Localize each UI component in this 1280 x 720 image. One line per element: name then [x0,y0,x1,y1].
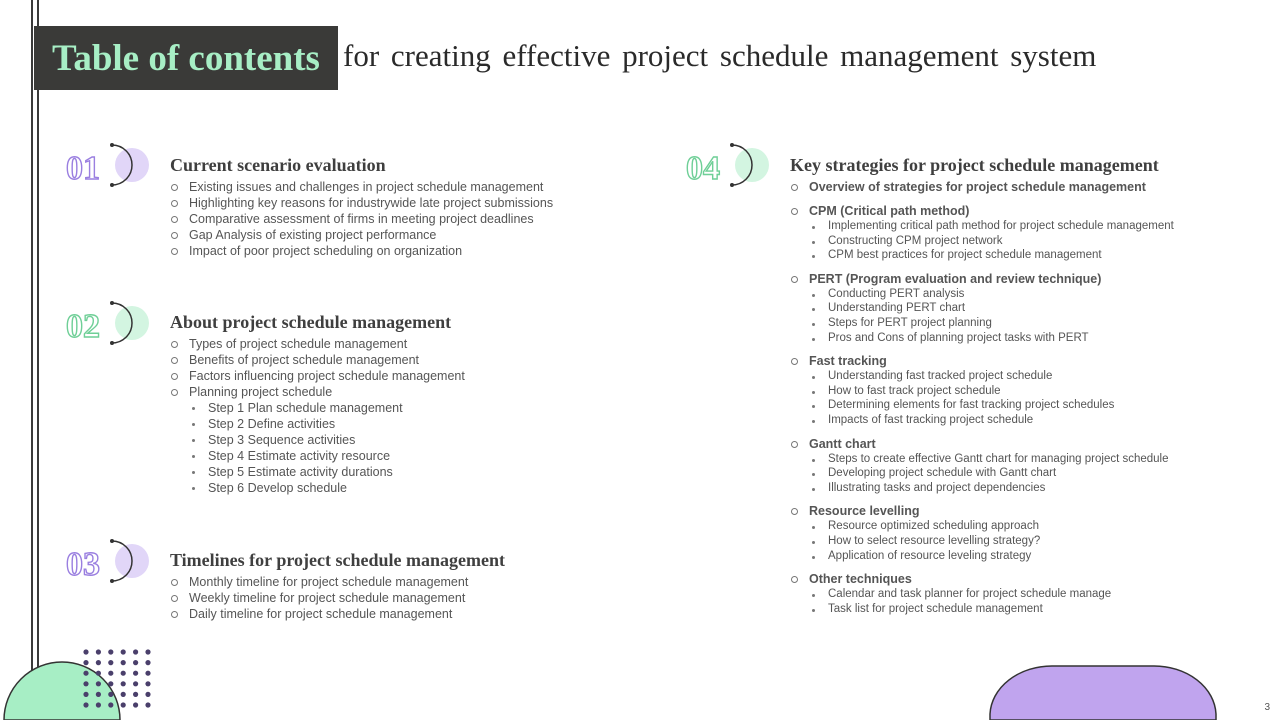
section-number-badge-01 [64,143,154,191]
decorative-dot [121,702,126,707]
section-title-03: Timelines for project schedule management [170,550,505,570]
sub-list-item: Step 3 Sequence activities [189,432,465,448]
list-item: Resource levelling Resource optimized scheduling approach How to select resource levelling strategy? Application of resource leveling strategy [790,503,1174,563]
decorative-dot [83,671,88,676]
sub-list-item: Step 6 Develop schedule [189,480,465,496]
list-item: Other techniques Calendar and task planner for project schedule manage Task list for project schedule management [790,571,1174,616]
sub-list-item: Step 2 Define activities [189,416,465,432]
sub-list-item: Steps for PERT project planning [809,316,1174,331]
list-item: Benefits of project schedule management [170,352,465,368]
decorative-dot [121,671,126,676]
decorative-dot [121,681,126,686]
list-item: Impact of poor project scheduling on organization [170,243,553,259]
decorative-dot [145,702,150,707]
list-item: Gantt chart Steps to create effective Gantt chart for managing project schedule Developing project schedule with Gantt chart Illustrating tasks and project dependencies [790,436,1174,496]
decorative-dot [96,692,101,697]
decorative-dot [83,681,88,686]
sub-list-item: How to fast track project schedule [809,384,1174,399]
list-item: Factors influencing project schedule management [170,368,465,384]
list-item: Highlighting key reasons for industrywide late project submissions [170,195,553,211]
decorative-dot [133,660,138,665]
list-item: Daily timeline for project schedule management [170,606,468,622]
list-item: Comparative assessment of firms in meeting project deadlines [170,211,553,227]
decorative-dot [133,692,138,697]
list-item: Weekly timeline for project schedule management [170,590,468,606]
decorative-dot [96,649,101,654]
sub-list-item: Understanding PERT chart [809,301,1174,316]
sub-list-item: Conducting PERT analysis [809,287,1174,302]
section-list-03 [170,574,468,622]
sub-list-item: Task list for project schedule management [809,602,1174,617]
decorative-dot [83,692,88,697]
sub-list-item: Impacts of fast tracking project schedule [809,413,1174,428]
sub-list-item: Step 1 Plan schedule management [189,400,465,416]
list-item: Types of project schedule management [170,336,465,352]
sub-list-item: Steps to create effective Gantt chart for managing project schedule [809,452,1174,467]
left-border-line [31,0,33,720]
list-item: Monthly timeline for project schedule management [170,574,468,590]
decorative-dot [108,702,113,707]
sub-list-item: CPM best practices for project schedule management [809,248,1174,263]
decorative-dot [133,681,138,686]
list-item: Fast tracking Understanding fast tracked project schedule How to fast track project schedule Determining elements for fast tracking project schedules Impacts of fast tracking project schedule [790,353,1174,427]
section-list-02 [170,336,465,496]
decorative-dot [108,681,113,686]
section-number: 01 [66,150,100,187]
decorative-shapes-bottom-left [0,640,160,720]
sub-list-item: Understanding fast tracked project schedule [809,369,1174,384]
section-title-04: Key strategies for project schedule management [790,155,1159,175]
sub-list-item: Pros and Cons of planning project tasks with PERT [809,331,1174,346]
list-item: Overview of strategies for project schedule management [790,179,1174,195]
sub-list-item: Developing project schedule with Gantt chart [809,466,1174,481]
sub-list-item: Resource optimized scheduling approach [809,519,1174,534]
decorative-dot [108,660,113,665]
decorative-dot [121,660,126,665]
decorative-dot [96,660,101,665]
decorative-dot [145,671,150,676]
sub-list-item: How to select resource levelling strategy? [809,534,1174,549]
decorative-dot [145,649,150,654]
decorative-dot [96,681,101,686]
section-list-04 [790,179,1174,624]
title-box [34,26,338,90]
decorative-dot [145,681,150,686]
decorative-dot [96,702,101,707]
decorative-dot [121,692,126,697]
sub-list-item: Illustrating tasks and project dependencies [809,481,1174,496]
list-item: Gap Analysis of existing project performance [170,227,553,243]
sub-list-item: Step 5 Estimate activity durations [189,464,465,480]
decorative-dot [133,671,138,676]
section-title-02: About project schedule management [170,312,452,332]
decorative-dot [108,649,113,654]
section-number: 02 [66,308,100,345]
page-number: 3 [1264,702,1270,713]
sub-list-item: Determining elements for fast tracking project schedules [809,398,1174,413]
decorative-dot [133,649,138,654]
section-number: 03 [66,546,100,583]
decorative-dot [83,660,88,665]
sub-list-item: Application of resource leveling strategy [809,549,1174,564]
sub-list-item: Step 4 Estimate activity resource [189,448,465,464]
left-border-line-inner [37,0,39,720]
page-subtitle: for creating effective project schedule management system [343,38,1097,73]
section-number-badge-02 [64,301,154,349]
decorative-dot [83,649,88,654]
decorative-dot [108,671,113,676]
decorative-dot [108,692,113,697]
decorative-shape-bottom-right [988,664,1218,720]
sub-list-item: Calendar and task planner for project schedule manage [809,587,1174,602]
section-number-badge-03 [64,539,154,587]
section-number-badge-04 [684,143,774,191]
page-title: Table of contents [52,37,320,79]
decorative-dot [133,702,138,707]
list-item: Planning project schedule Step 1 Plan schedule management Step 2 Define activities Step 3 Sequence activities Step 4 Estimate activity resource Step 5 Estimate activity durations Step 6 Develop schedule [170,384,465,496]
section-title-01: Current scenario evaluation [170,155,386,175]
section-list-01 [170,179,553,259]
decorative-dot [121,649,126,654]
list-item: CPM (Critical path method) Implementing critical path method for project schedule management Constructing CPM project network CPM best practices for project schedule management [790,203,1174,263]
sub-list-item: Constructing CPM project network [809,234,1174,249]
section-number: 04 [686,150,720,187]
list-item: Existing issues and challenges in project schedule management [170,179,553,195]
decorative-dot [145,692,150,697]
decorative-dot [145,660,150,665]
list-item: PERT (Program evaluation and review technique) Conducting PERT analysis Understanding PERT chart Steps for PERT project planning Pros and Cons of planning project tasks with PERT [790,271,1174,345]
sub-list-item: Implementing critical path method for project schedule management [809,219,1174,234]
decorative-dot [96,671,101,676]
decorative-dot [83,702,88,707]
